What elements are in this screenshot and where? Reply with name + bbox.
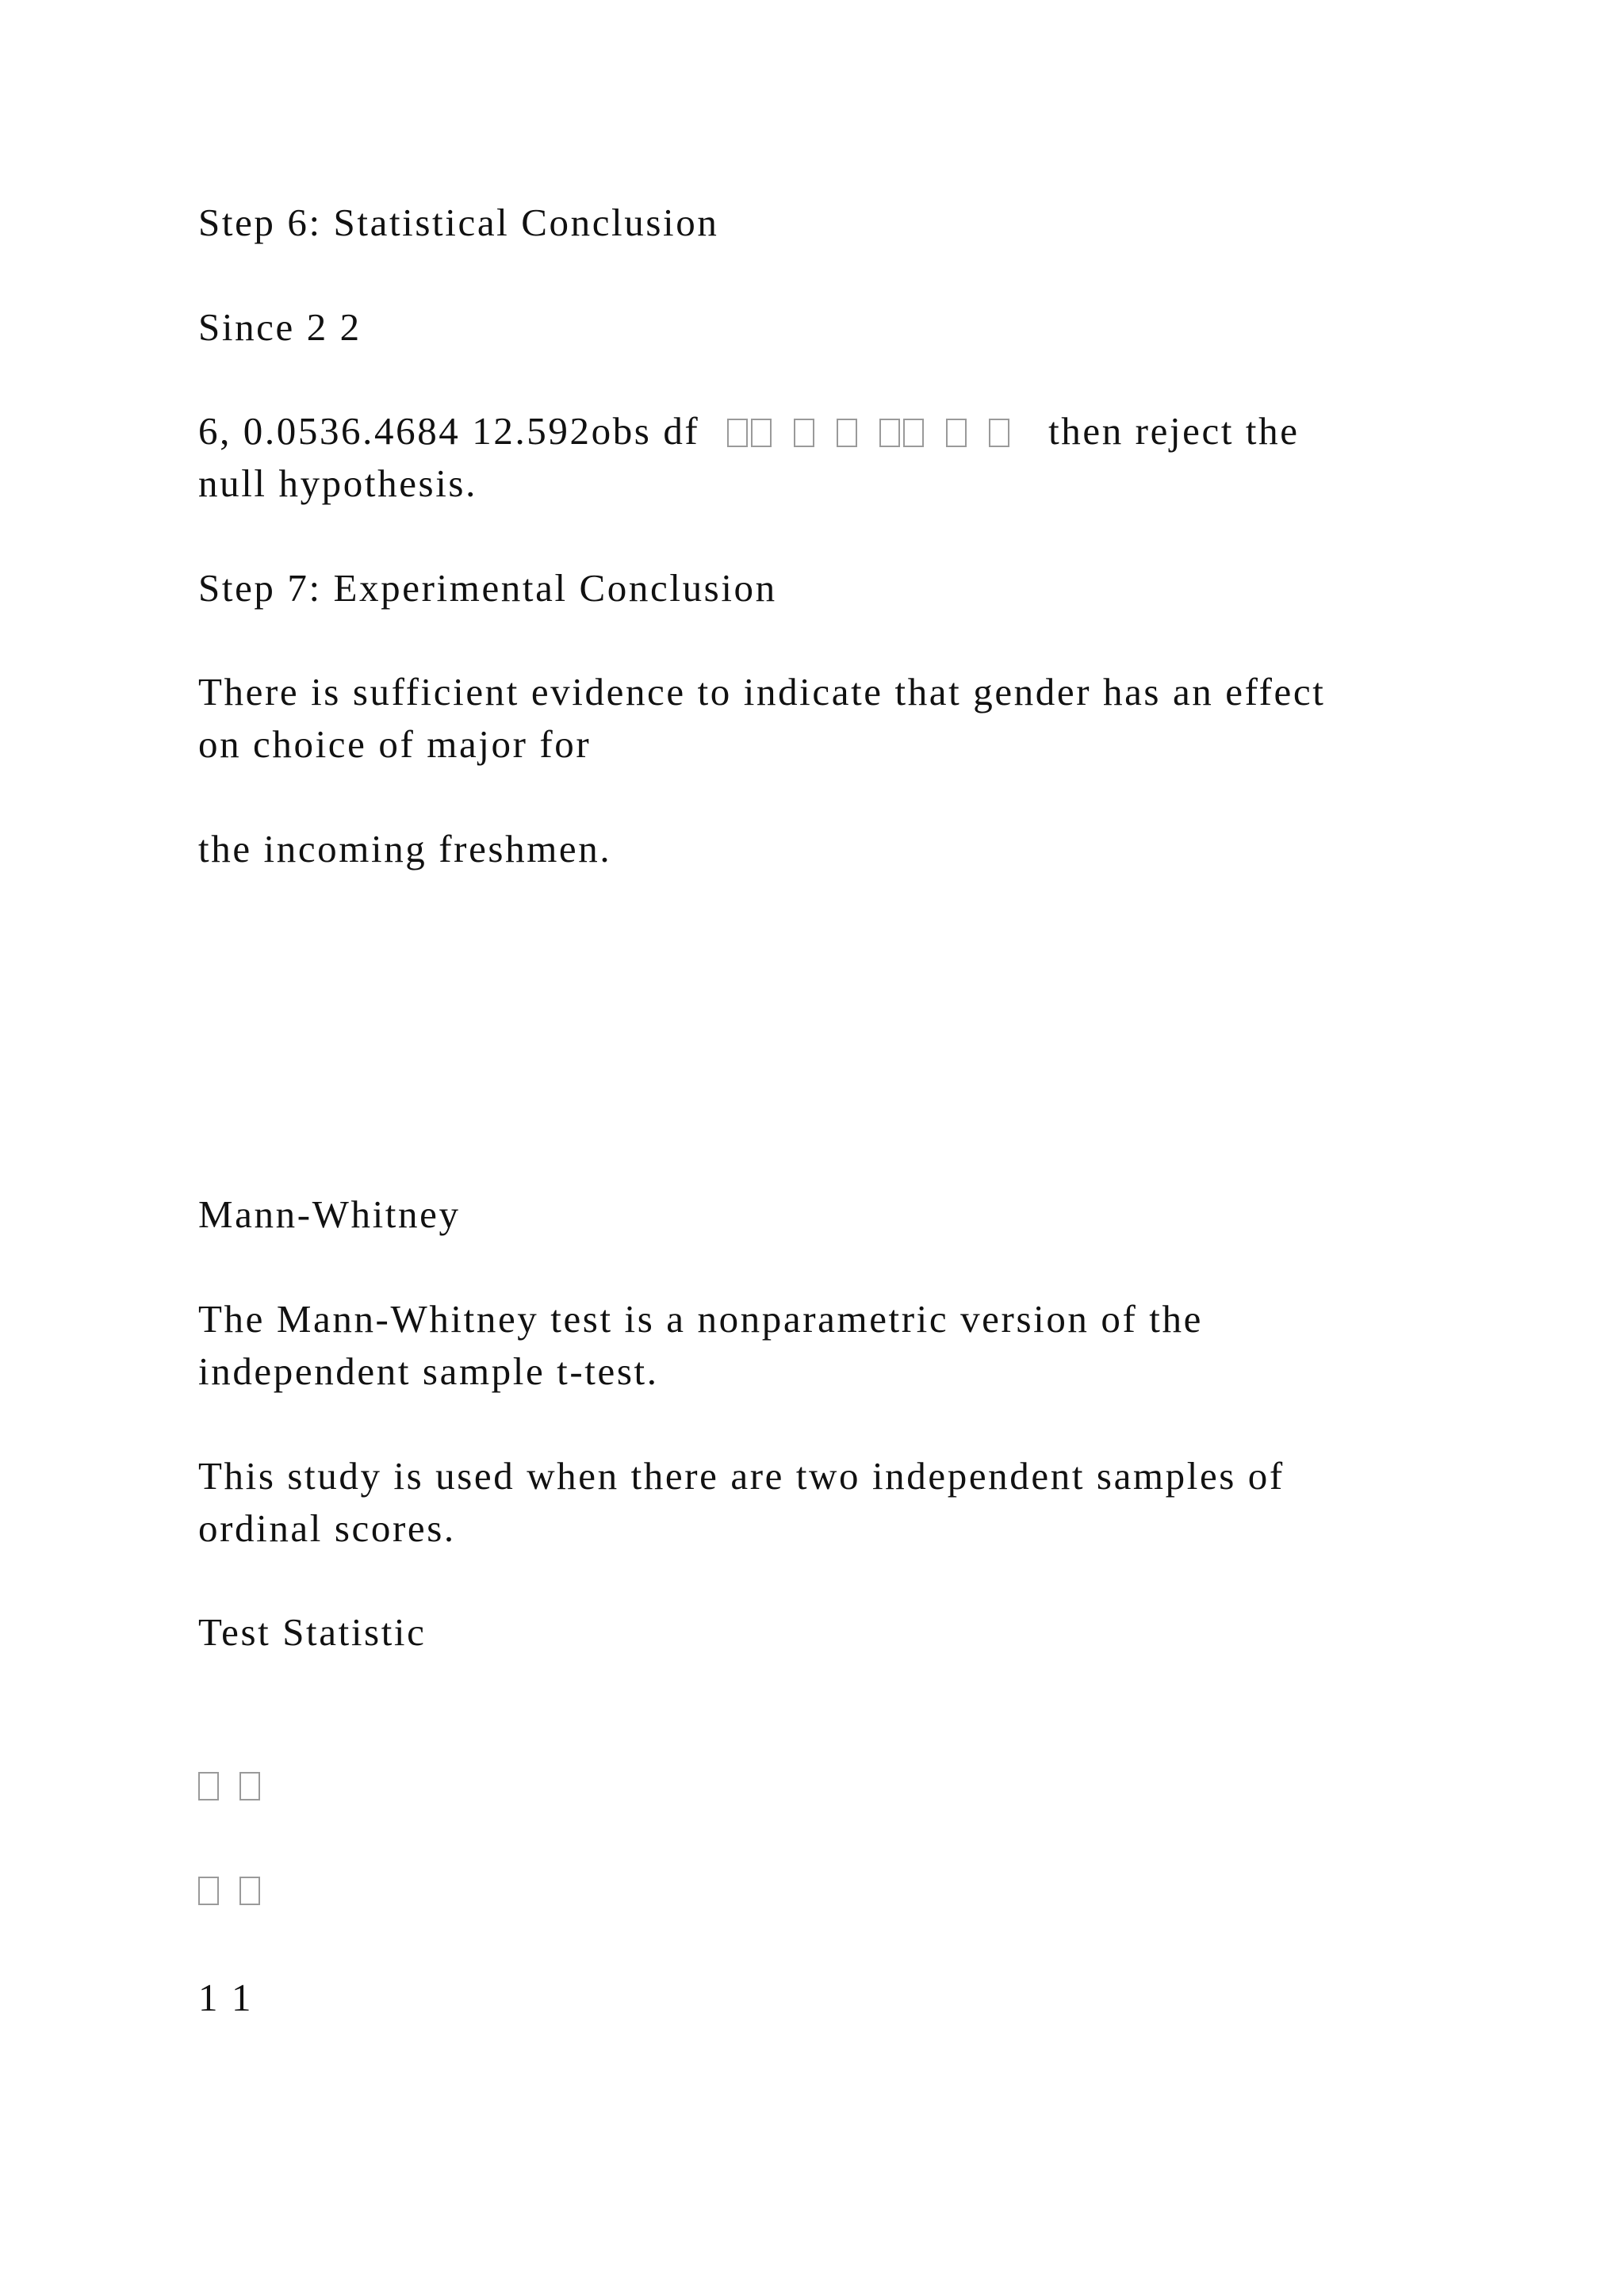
missing-glyph-row-1 (198, 1772, 260, 1800)
subscript-line: 1 1 (198, 1976, 254, 2019)
missing-glyph-icon (903, 419, 924, 447)
missing-glyph-icon (198, 1772, 219, 1800)
missing-glyph-icon (239, 1772, 260, 1800)
missing-glyph-row-2 (198, 1877, 260, 1905)
formula-suffix: then reject the (1048, 409, 1300, 453)
missing-glyph-icon (837, 419, 857, 447)
missing-glyph-icon (239, 1877, 260, 1905)
mw-description-line-1: The Mann-Whitney test is a nonparametric version of the (198, 1297, 1203, 1341)
missing-glyphs-group (727, 419, 1013, 447)
mann-whitney-heading: Mann-Whitney (198, 1192, 461, 1236)
formula-prefix: 6, 0.0536.4684 12.592obs df (198, 409, 700, 453)
missing-glyph-icon (946, 419, 967, 447)
missing-glyph-icon (751, 419, 772, 447)
missing-glyph-icon (198, 1877, 219, 1905)
missing-glyph-icon (879, 419, 900, 447)
step7-heading: Step 7: Experimental Conclusion (198, 566, 777, 610)
test-statistic-heading: Test Statistic (198, 1610, 427, 1654)
step6-heading: Step 6: Statistical Conclusion (198, 201, 719, 244)
conclusion-line-1: There is sufficient evidence to indicate that gender has an effect (198, 670, 1326, 714)
conclusion-line-2: on choice of major for (198, 722, 592, 766)
mw-description-line-2: independent sample t-test. (198, 1349, 659, 1393)
conclusion-line-3: the incoming freshmen. (198, 827, 612, 871)
formula-continuation: null hypothesis. (198, 461, 477, 505)
formula-line (198, 405, 1300, 457)
since-line: Since 2 2 (198, 305, 362, 349)
missing-glyph-icon (794, 419, 814, 447)
missing-glyph-icon (989, 419, 1009, 447)
mw-usage-line-1: This study is used when there are two independent samples of (198, 1454, 1285, 1498)
missing-glyph-icon (727, 419, 748, 447)
mw-usage-line-2: ordinal scores. (198, 1506, 456, 1550)
